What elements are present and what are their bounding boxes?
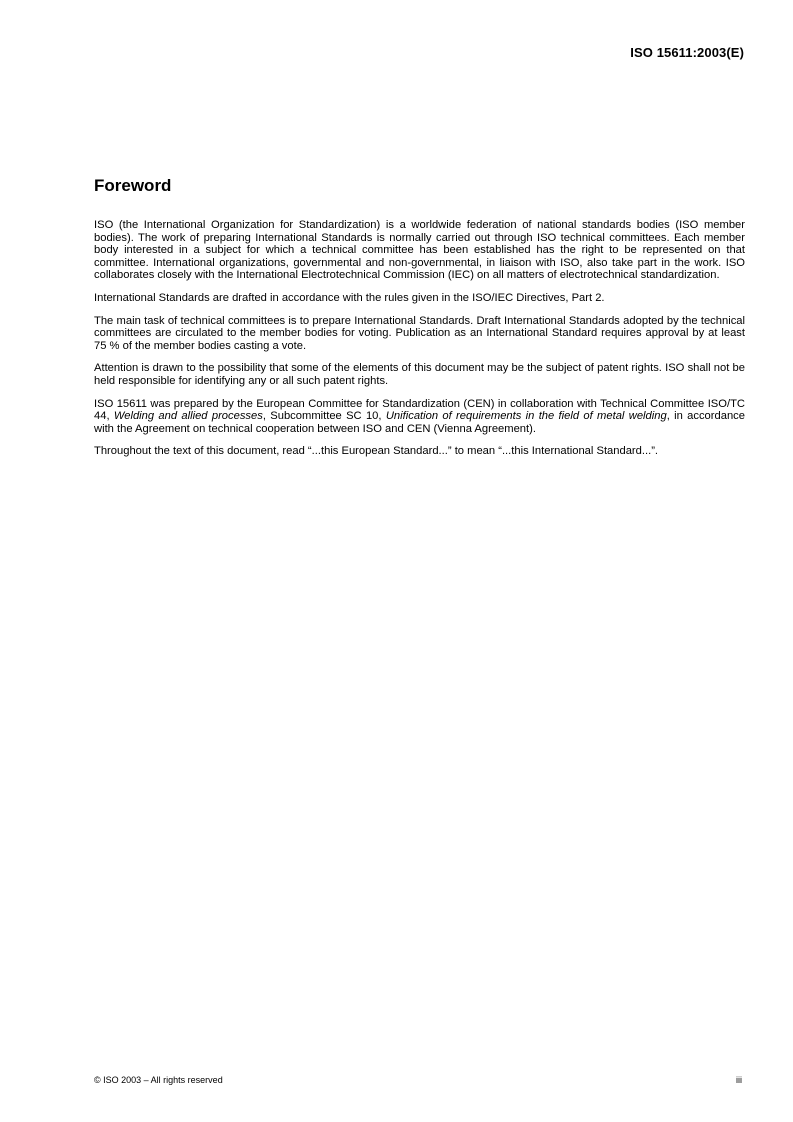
page-title: Foreword <box>94 176 172 195</box>
page-number: iii <box>736 1075 742 1085</box>
paragraph-directives: International Standards are drafted in accordance with the rules given in the ISO/IEC Directives, Part 2. <box>94 291 605 304</box>
paragraph-technical-committees: The main task of technical committees is to prepare International Standards. Draft International Standards adopted by the technical committees are circulated to the member bodies for voting. Publication as an International Standard requires approval by at least 75 % of the member bodies casting a vote. <box>94 314 745 352</box>
document-id: ISO 15611:2003(E) <box>630 45 744 60</box>
preparation-text-2: , Subcommittee SC 10, <box>262 410 386 423</box>
preparation-text-3: , in accordance with the Agreement on technical cooperation between ISO and CEN (Vienna Agreement). <box>94 410 745 435</box>
subcommittee-title: Unification of requirements in the field of metal welding <box>385 410 667 423</box>
paragraph-terminology: Throughout the text of this document, read “...this European Standard...” to mean “...this International Standard...”. <box>94 445 659 458</box>
paragraph-preparation <box>94 398 745 436</box>
paragraph-patent-rights: Attention is drawn to the possibility that some of the elements of this document may be the subject of patent rights. ISO shall not be held responsible for identifying any or all such patent rights. <box>94 362 745 387</box>
copyright-notice: © ISO 2003 – All rights reserved <box>94 1075 223 1085</box>
foreword-body <box>94 219 745 468</box>
paragraph-iso-overview: ISO (the International Organization for Standardization) is a worldwide federation of national standards bodies (ISO member bodies). The work of preparing International Standards is normally carried out through ISO technical committees. Each member body interested in a subject for which a technical committee has been established has the right to be represented on that committee. International organizations, governmental and non-governmental, in liaison with ISO, also take part in the work. ISO collaborates closely with the International Electrotechnical Commission (IEC) on all matters of electrotechnical standardization. <box>94 219 745 282</box>
committee-title: Welding and allied processes <box>113 410 263 423</box>
preparation-text-1: ISO 15611 was prepared by the European Committee for Standardization (CEN) in collaboration with Technical Committee ISO/TC 44, <box>94 397 745 423</box>
